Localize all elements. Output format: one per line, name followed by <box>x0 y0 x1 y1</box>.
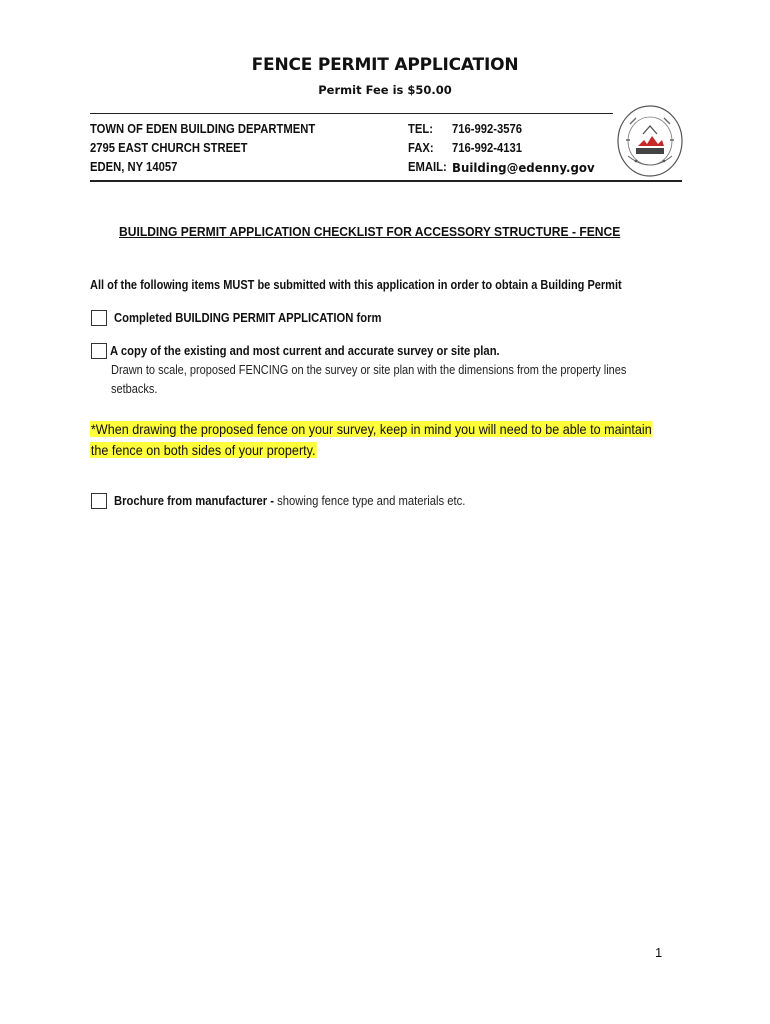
department-name: TOWN OF EDEN BUILDING DEPARTMENT <box>90 122 316 136</box>
checklist-instructions: All of the following items MUST be submitted with this application in order to obtain a Building Permit <box>90 278 622 292</box>
item-brochure <box>114 494 465 508</box>
highlighted-note-line1: *When drawing the proposed fence on your survey, keep in mind you will need to be able to maintain <box>90 421 652 437</box>
header-divider <box>90 113 613 114</box>
checkbox-survey[interactable] <box>91 343 107 359</box>
item-brochure-detail: showing fence type and materials etc. <box>277 494 466 508</box>
fax-label: FAX: <box>408 141 434 155</box>
town-seal-icon <box>616 104 684 178</box>
tel-value: 716-992-3576 <box>452 122 523 136</box>
street-address: 2795 EAST CHURCH STREET <box>90 141 248 155</box>
header-rule <box>90 180 682 182</box>
highlighted-note-line2: the fence on both sides of your property. <box>90 442 316 458</box>
item-brochure-label: Brochure from manufacturer - <box>114 494 278 508</box>
item-survey-detail-cont: setbacks. <box>111 382 158 396</box>
city-state-zip: EDEN, NY 14057 <box>90 160 178 174</box>
checkbox-brochure[interactable] <box>91 493 107 509</box>
email-value: Building@edenny.gov <box>452 160 595 175</box>
page-number: 1 <box>655 945 663 960</box>
item-survey-detail: Drawn to scale, proposed FENCING on the survey or site plan with the dimensions from the property lines <box>111 363 627 377</box>
permit-fee: Permit Fee is $50.00 <box>318 83 452 97</box>
page-title: FENCE PERMIT APPLICATION <box>251 55 519 75</box>
email-label: EMAIL: <box>408 160 447 174</box>
tel-label: TEL: <box>408 122 434 136</box>
item-permit-application-label: Completed BUILDING PERMIT APPLICATION form <box>114 311 382 325</box>
checklist-title: BUILDING PERMIT APPLICATION CHECKLIST FOR ACCESSORY STRUCTURE - FENCE <box>119 224 621 239</box>
fax-value: 716-992-4131 <box>452 141 523 155</box>
item-survey-label: A copy of the existing and most current and accurate survey or site plan. <box>110 344 500 358</box>
checkbox-permit-application[interactable] <box>91 310 107 326</box>
